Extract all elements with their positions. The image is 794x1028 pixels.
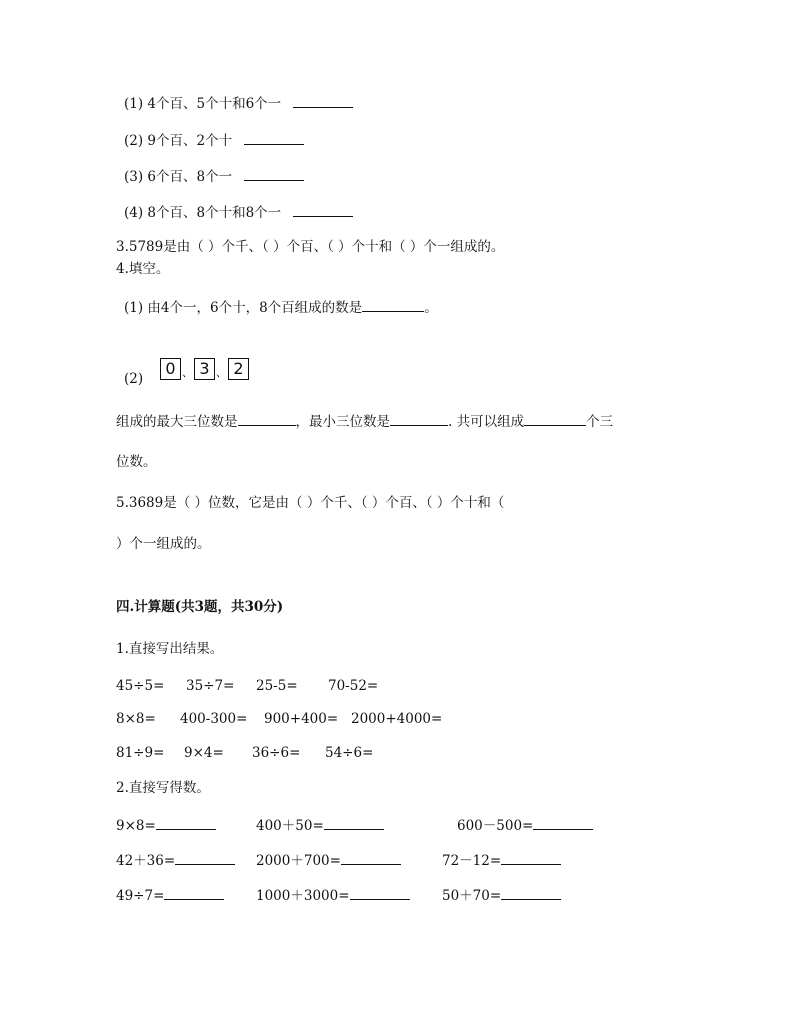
section-heading: 四.计算题(共3题，共30分) — [116, 599, 284, 615]
math-item: 54÷6= — [325, 745, 374, 761]
answer-blank[interactable] — [501, 851, 561, 865]
q4-p1-suffix: 。 — [424, 300, 438, 316]
math-item — [116, 816, 256, 835]
calc-row — [116, 710, 442, 728]
separator: 、 — [182, 366, 193, 379]
math-item: 70-52= — [328, 678, 379, 694]
math-expr: 400＋50= — [256, 818, 324, 834]
math-expr: 2000＋700= — [256, 853, 341, 869]
q4-part-2-label: (2) — [124, 371, 144, 387]
answer-blank[interactable] — [524, 412, 586, 426]
answer-blank[interactable] — [156, 816, 216, 830]
item-3-text: (3) 6个百、8个一 — [124, 169, 233, 185]
math-item: 45÷5= — [116, 678, 165, 694]
answer-row — [116, 816, 593, 835]
question-3: 3.5789是由（ ）个千、（ ）个百、（ ）个十和（ ）个一组成的。 — [116, 239, 505, 255]
math-item: 400-300= — [180, 711, 248, 727]
math-expr: 9×8= — [116, 818, 156, 834]
q4-p2-text-d: 个三 — [586, 414, 614, 430]
math-expr: 42＋36= — [116, 853, 176, 869]
answer-blank[interactable] — [341, 851, 401, 865]
question-4-title: 4.填空。 — [116, 261, 170, 277]
answer-blank[interactable] — [244, 167, 304, 181]
math-item — [116, 851, 256, 870]
math-item: 900+400= — [264, 711, 339, 727]
item-3 — [124, 167, 304, 186]
math-item — [256, 816, 457, 835]
answer-blank[interactable] — [350, 886, 410, 900]
q4-p2-text-a: 组成的最大三位数是 — [116, 414, 238, 430]
calc-q2-title: 2.直接写得数。 — [116, 780, 210, 796]
math-expr: 600－500= — [457, 818, 534, 834]
item-2 — [124, 131, 304, 150]
item-1-text: (1) 4个百、5个十和6个一 — [124, 96, 282, 112]
math-item: 35÷7= — [186, 678, 235, 694]
question-5-line-1: 5.3689是（ ）位数，它是由（ ）个千、（ ）个百、（ ）个十和（ — [116, 495, 505, 511]
math-item: 2000+4000= — [351, 711, 443, 727]
q4-part-2-line-2: 位数。 — [116, 454, 157, 470]
answer-blank[interactable] — [362, 298, 424, 312]
answer-blank[interactable] — [501, 886, 561, 900]
separator: 、 — [216, 366, 227, 379]
item-2-text: (2) 9个百、2个十 — [124, 133, 233, 149]
math-item: 36÷6= — [252, 745, 301, 761]
calc-row — [116, 677, 378, 695]
q4-p1-text: (1) 由4个一，6个十，8个百组成的数是 — [124, 300, 363, 316]
math-item — [442, 886, 561, 905]
answer-blank[interactable] — [533, 816, 593, 830]
math-item — [442, 851, 561, 870]
question-4-part-1 — [124, 298, 438, 317]
answer-blank[interactable] — [164, 886, 224, 900]
digit-card: 0 — [160, 358, 181, 380]
digit-card: 3 — [194, 358, 215, 380]
math-item — [457, 816, 593, 835]
math-item: 81÷9= — [116, 745, 165, 761]
answer-blank[interactable] — [293, 94, 353, 108]
item-4-text: (4) 8个百、8个十和8个一 — [124, 205, 282, 221]
digit-card: 2 — [228, 358, 249, 380]
q4-part-2-line-1 — [116, 412, 613, 431]
math-expr: 72－12= — [442, 853, 502, 869]
q4-p2-text-b: ，最小三位数是 — [295, 414, 390, 430]
math-item — [116, 886, 256, 905]
answer-blank[interactable] — [175, 851, 235, 865]
math-expr: 1000＋3000= — [256, 888, 350, 904]
math-item: 8×8= — [116, 711, 156, 727]
math-item — [256, 851, 442, 870]
answer-blank[interactable] — [390, 412, 448, 426]
digit-cards — [160, 358, 249, 380]
item-1 — [124, 94, 353, 113]
answer-row — [116, 886, 561, 905]
math-expr: 49÷7= — [116, 888, 165, 904]
answer-blank[interactable] — [293, 203, 353, 217]
math-item: 9×4= — [184, 745, 224, 761]
calc-q1-title: 1.直接写出结果。 — [116, 641, 224, 657]
math-item: 25-5= — [256, 678, 298, 694]
question-5-line-2: ）个一组成的。 — [116, 536, 211, 552]
answer-blank[interactable] — [324, 816, 384, 830]
q4-p2-text-c: . 共可以组成 — [448, 414, 525, 430]
answer-blank[interactable] — [238, 412, 296, 426]
answer-row — [116, 851, 561, 870]
calc-row — [116, 744, 373, 762]
item-4 — [124, 203, 353, 222]
answer-blank[interactable] — [244, 131, 304, 145]
math-item — [256, 886, 442, 905]
math-expr: 50＋70= — [442, 888, 502, 904]
